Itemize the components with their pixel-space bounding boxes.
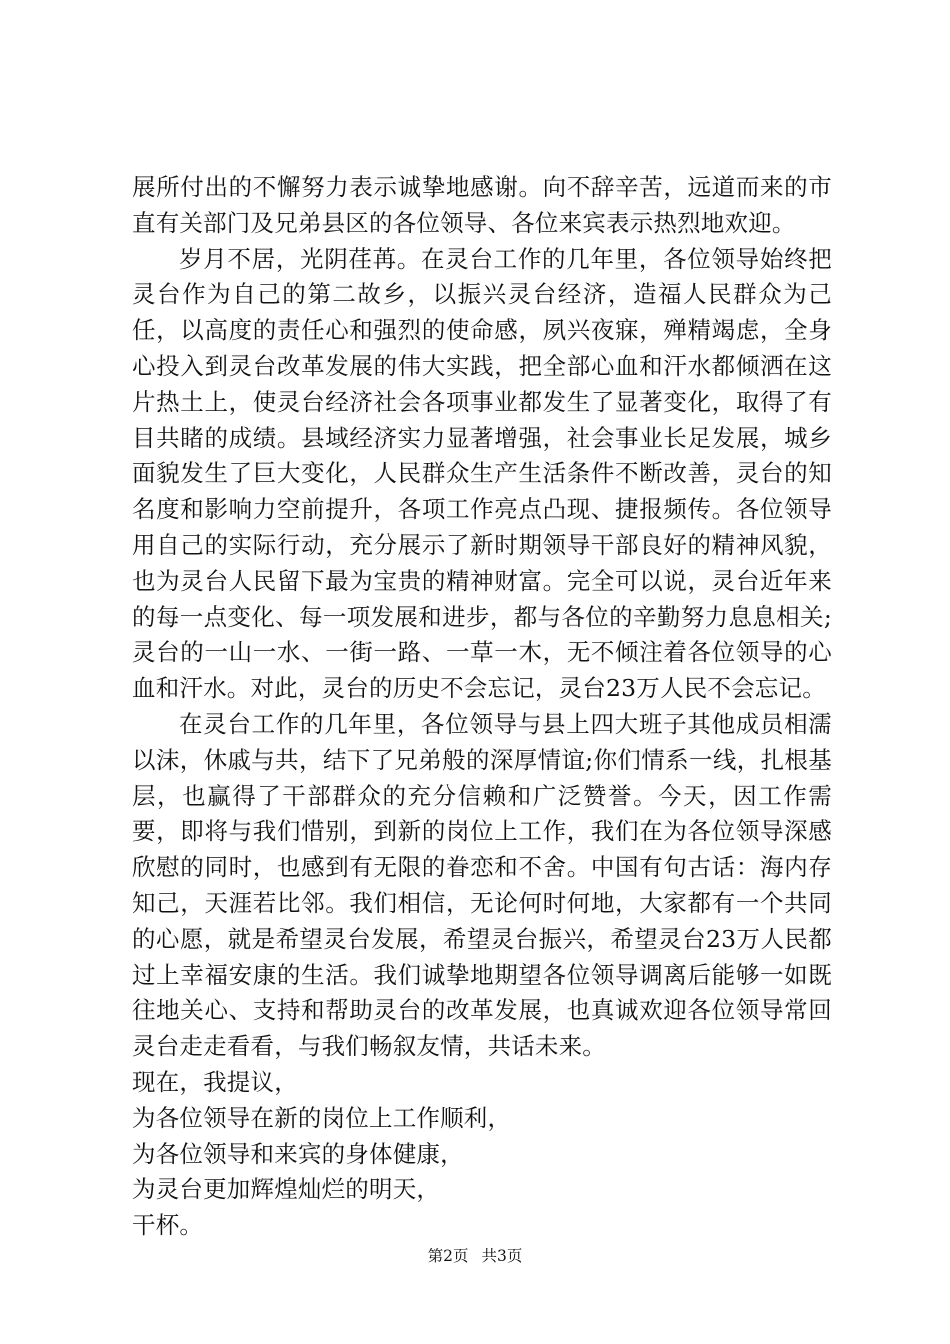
toast-line-new-post: 为各位领导在新的岗位上工作顺利， — [132, 1103, 512, 1132]
toast-line-health: 为各位领导和来宾的身体健康， — [132, 1139, 464, 1168]
document-body — [132, 170, 832, 1244]
page-total: 共3页 — [481, 1247, 523, 1265]
paragraph-farewell: 在灵台工作的几年里，各位领导与县上四大班子其他成员相濡以沫，休戚与共，结下了兄弟般的深厚情谊;你们情系一线，扎根基层，也赢得了干部群众的充分信赖和广泛赞誉。今天，因工作需要，即将与我们惜别，到新的岗位上工作，我们在为各位领导深感欣慰的同时，也感到有无限的眷恋和不舍。中国有句古话：海内存知己，天涯若比邻。我们相信，无论何时何地，大家都有一个共同的心愿，就是希望灵台发展，希望灵台振兴，希望灵台23万人民都过上幸福安康的生活。我们诚挚地期望各位领导调离后能够一如既往地关心、支持和帮助灵台的改革发展，也真诚欢迎各位领导常回灵台走走看看，与我们畅叙友情，共话未来。 — [132, 709, 832, 1061]
page-footer — [0, 1246, 950, 1266]
paragraph-achievements: 岁月不居，光阴荏苒。在灵台工作的几年里，各位领导始终把灵台作为自己的第二故乡，以振兴灵台经济，造福人民群众为己任，以高度的责任心和强烈的使命感，夙兴夜寐，殚精竭虑，全身心投入到灵台改革发展的伟大实践，把全部心血和汗水都倾洒在这片热土上，使灵台经济社会各项事业都发生了显著变化，取得了有目共睹的成绩。县域经济实力显著增强，社会事业长足发展，城乡面貌发生了巨大变化，人民群众生产生活条件不断改善，灵台的知名度和影响力空前提升，各项工作亮点凸现、捷报频传。各位领导用自己的实际行动，充分展示了新时期领导干部良好的精神风貌，也为灵台人民留下最为宝贵的精神财富。完全可以说，灵台近年来的每一点变化、每一项发展和进步，都与各位的辛勤努力息息相关;灵台的一山一水、一街一路、一草一木，无不倾注着各位领导的心血和汗水。对此，灵台的历史不会忘记，灵台23万人民不会忘记。 — [132, 244, 832, 703]
page-number: 第2页 — [427, 1247, 469, 1265]
toast-line-future: 为灵台更加辉煌灿烂的明天， — [132, 1175, 441, 1204]
toast-line-proposal: 现在，我提议， — [132, 1067, 298, 1096]
toast-line-cheers: 干杯。 — [132, 1211, 204, 1240]
paragraph-continuation: 展所付出的不懈努力表示诚挚地感谢。向不辞辛苦，远道而来的市直有关部门及兄弟县区的各位领导、各位来宾表示热烈地欢迎。 — [132, 173, 832, 237]
